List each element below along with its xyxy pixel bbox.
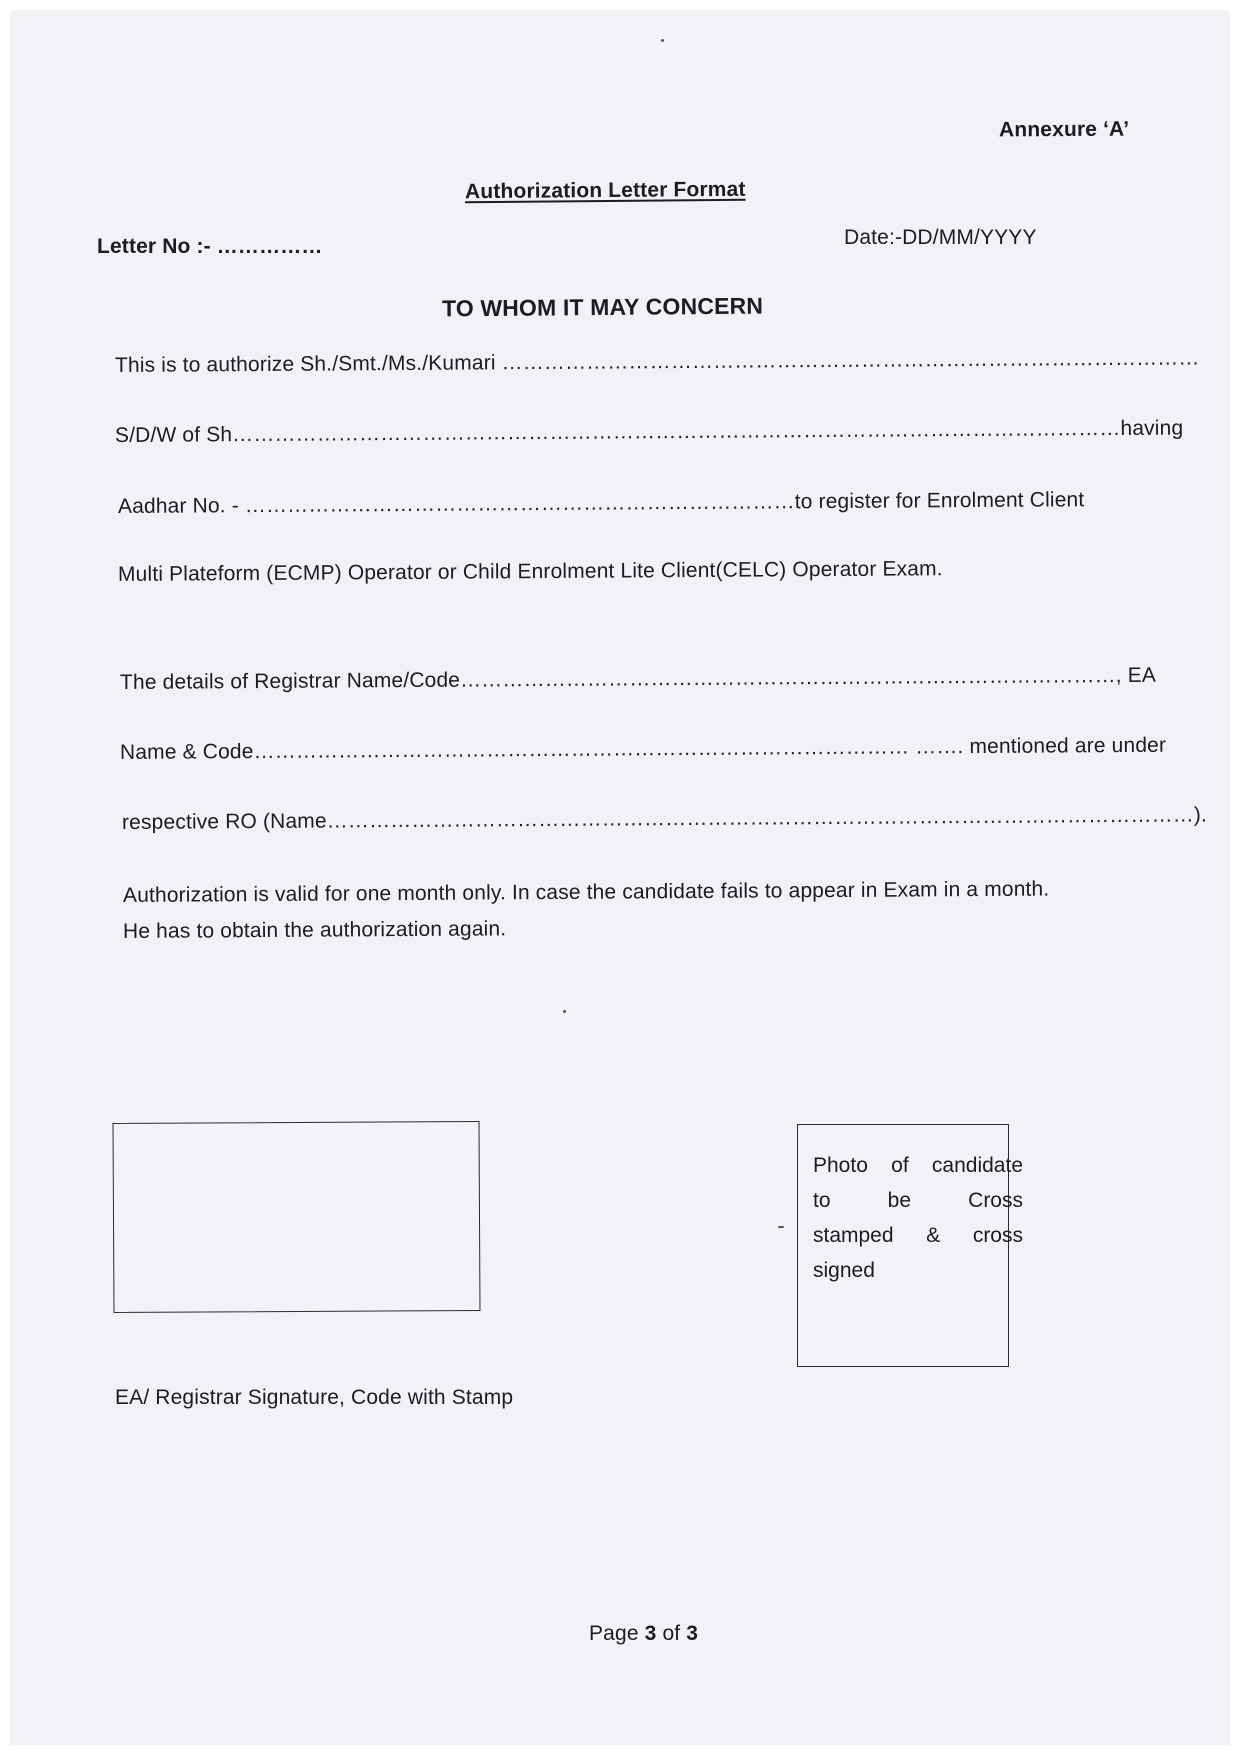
page-number-middle: of — [656, 1622, 687, 1645]
signature-stamp-box — [113, 1121, 481, 1313]
photo-box-text: Photo of candidate — [813, 1154, 1023, 1177]
annexure-label: Annexure ‘A’ — [998, 117, 1130, 142]
validity-note-line: He has to obtain the authorization again. — [122, 917, 507, 943]
photo-box-text: signed — [813, 1259, 875, 1282]
letter-heading: TO WHOM IT MAY CONCERN — [441, 292, 764, 322]
page-number-total: 3 — [686, 1622, 699, 1645]
page-number-current: 3 — [644, 1622, 657, 1645]
date-field: Date:-DD/MM/YYYY — [844, 226, 1037, 249]
page-number — [589, 1621, 698, 1647]
signature-caption: EA/ Registrar Signature, Code with Stamp — [115, 1386, 514, 1409]
validity-note-line: Authorization is valid for one month only. In case the candidate fails to appear in Exam in a month. — [122, 877, 1050, 907]
body-line: S/D/W of Sh………………………………………………………………………………………………………………having — [114, 416, 1184, 447]
body-line: Aadhar No. - ……………………………………………………………………to register for Enrolment Client — [117, 488, 1085, 518]
scan-speck — [563, 1010, 566, 1013]
body-line: Name & Code………………………………………………………………………………… ……. mentioned are under — [119, 733, 1167, 764]
body-line: Multi Plateform (ECMP) Operator or Child Enrolment Lite Client(CELC) Operator Exam. — [117, 557, 943, 586]
page-number-prefix: Page — [589, 1622, 645, 1645]
body-line: The details of Registrar Name/Code…………………………………………………………………………………, EA — [119, 663, 1157, 694]
letter-number-field: Letter No :- …………… — [97, 235, 323, 258]
format-title: Authorization Letter Format — [464, 177, 746, 204]
scan-speck — [661, 39, 664, 42]
body-line: respective RO (Name……………………………………………………………………………………………………………). — [121, 803, 1208, 834]
photo-box-text: to be Cross — [813, 1189, 1023, 1212]
body-line: This is to authorize Sh./Smt./Ms./Kumari ……………………………………………………………………………………… — [114, 346, 1200, 377]
document-page — [10, 10, 1230, 1745]
scan-speck — [778, 1226, 784, 1228]
photo-box-text: stamped & cross — [813, 1224, 1023, 1247]
